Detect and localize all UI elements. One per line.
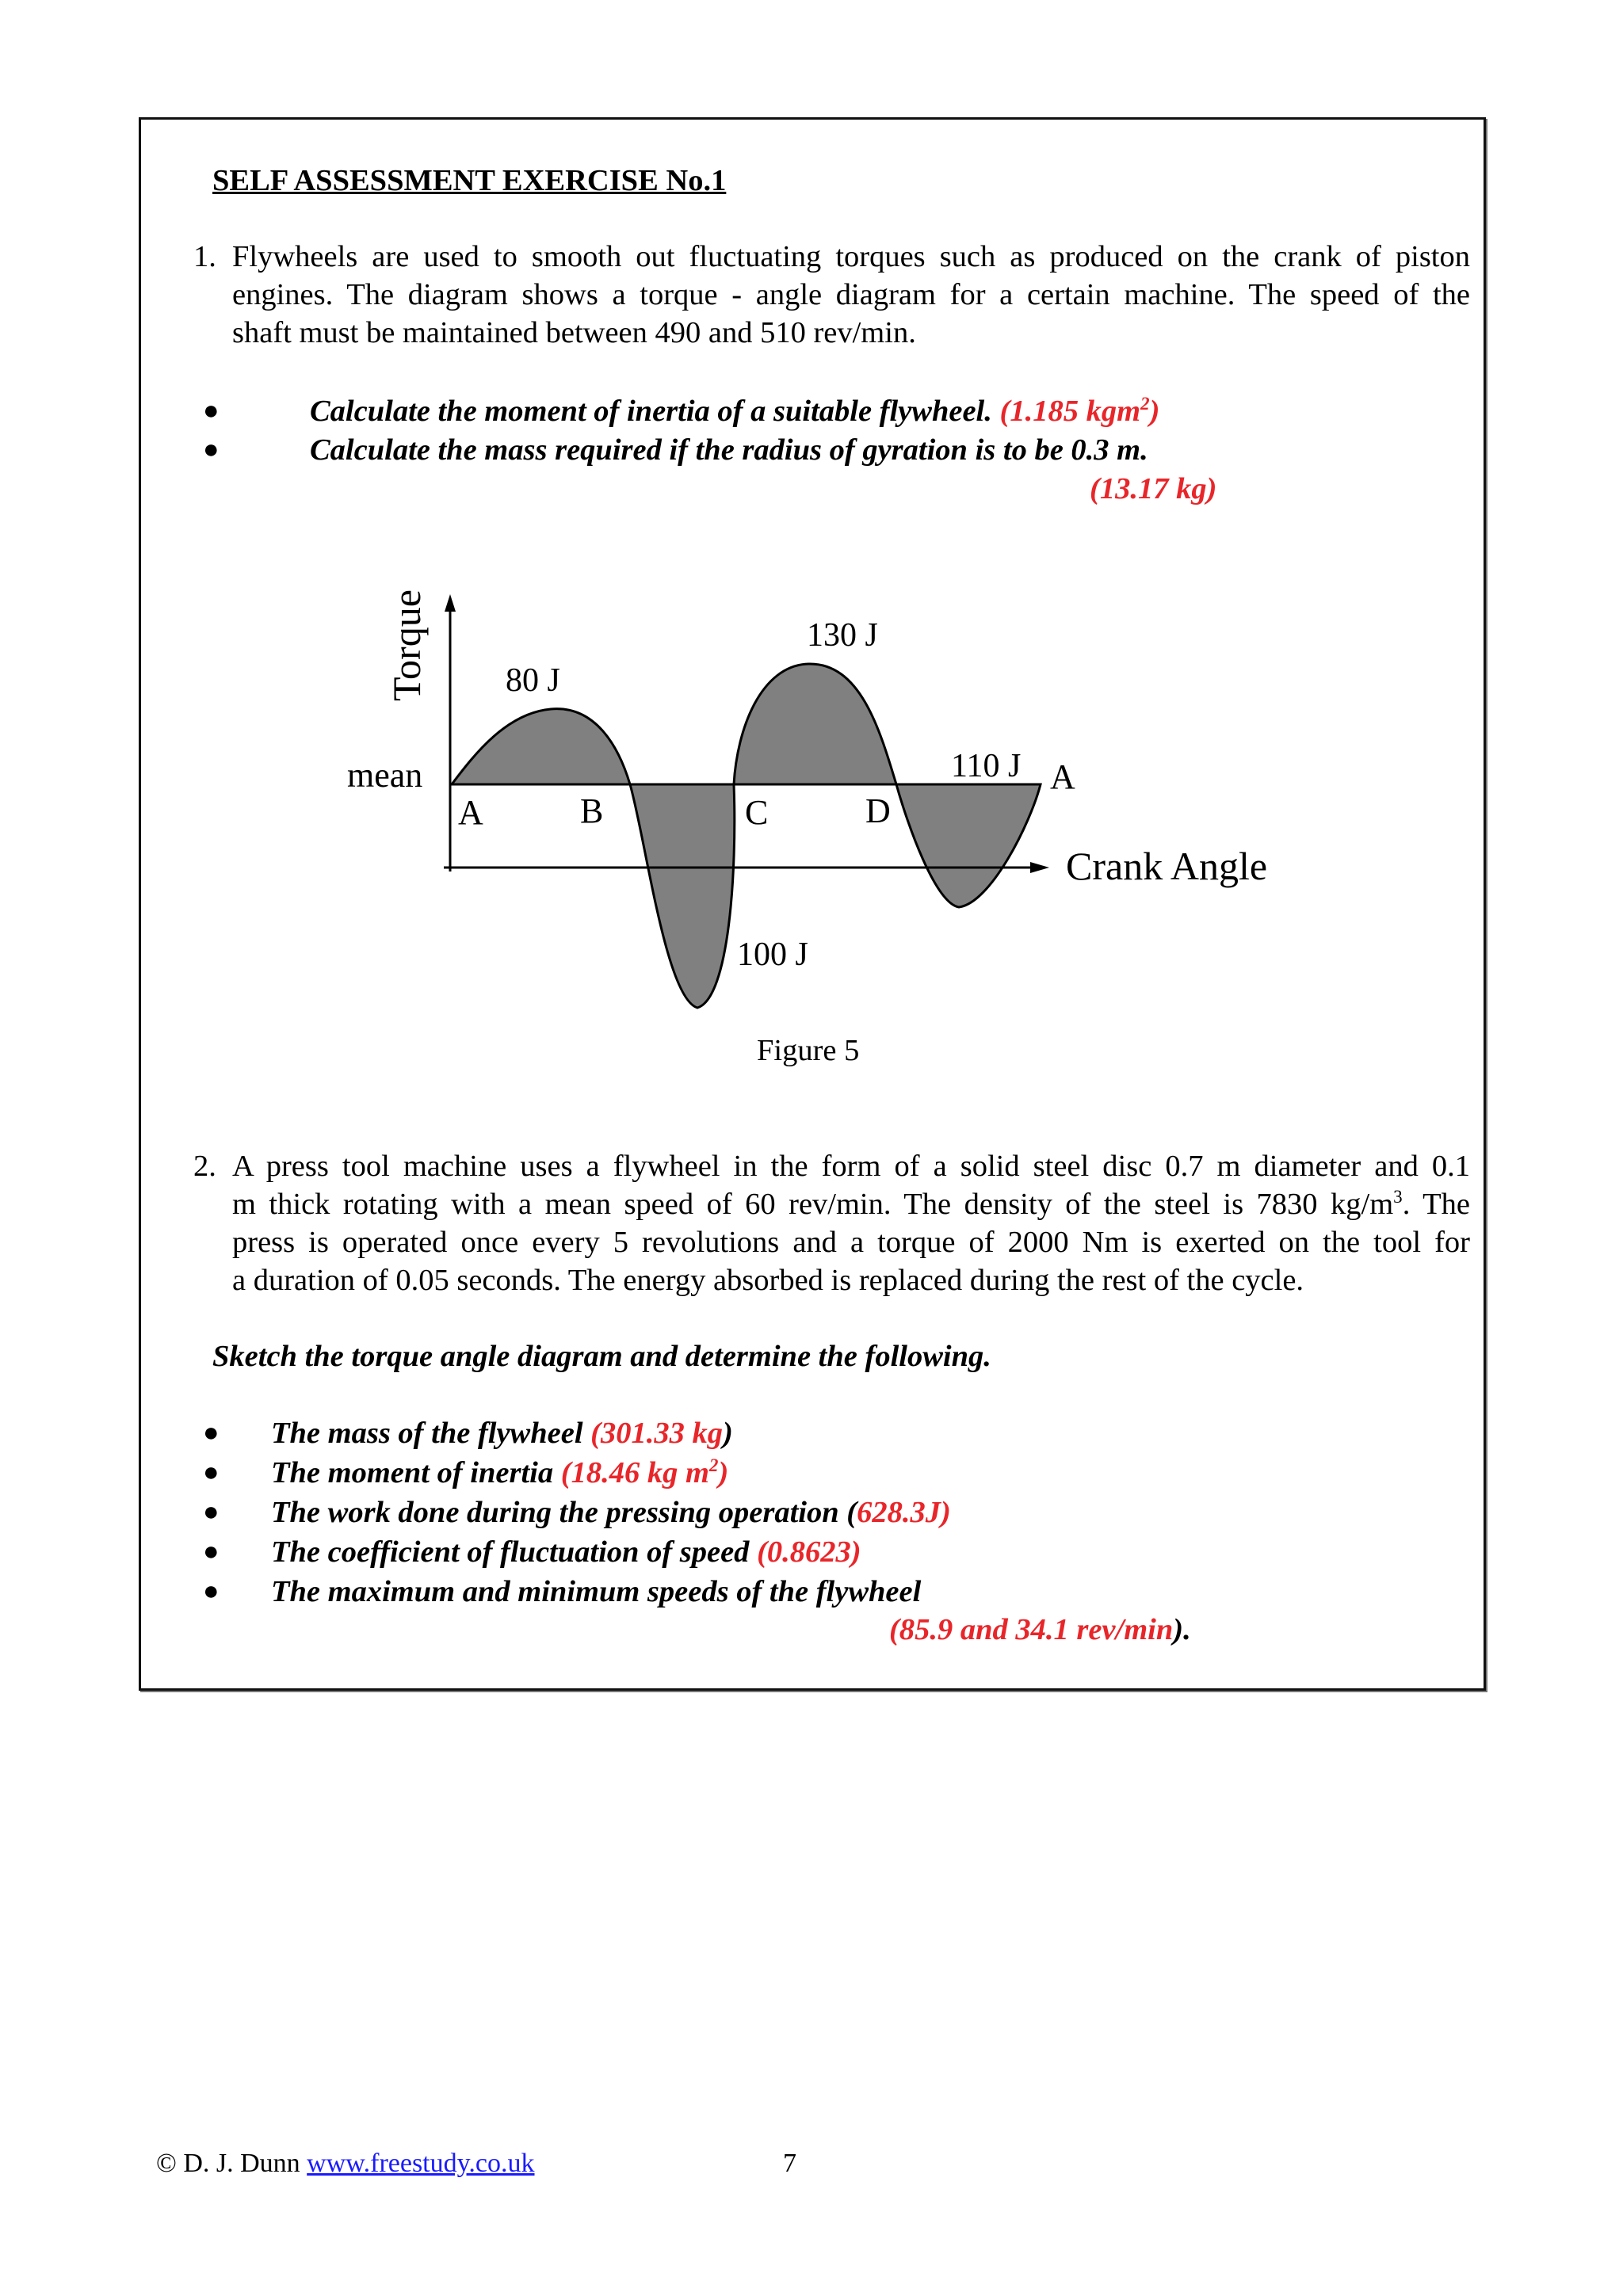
q2-bullet-2-answer: (18.46 kg $m^2$) xyxy=(560,1455,729,1489)
q1-bullet-2: Calculate the mass required if the radius of gyration is to be 0.3 m. xyxy=(310,433,1148,467)
point-a-start: A xyxy=(458,793,483,832)
q1-bullet-2-answer: (13.17 kg) xyxy=(1090,472,1217,505)
area-label-110j: 110 J xyxy=(951,748,1022,784)
bullet-icon: ● xyxy=(203,1577,220,1606)
q1-bullet-1-text: Calculate the moment of inertia of a suitable flywheel. xyxy=(310,395,992,428)
area-label-130j: 130 J xyxy=(807,617,878,654)
point-c: C xyxy=(745,793,769,832)
q1-bullet-1-answer: (1.185 kgm$^2$) xyxy=(999,393,1160,428)
bullet-icon: ● xyxy=(203,1497,220,1527)
q2-bullet-5: The maximum and minimum speeds of the flywheel xyxy=(271,1575,922,1608)
q2-line-1: A press tool machine uses a flywheel in the form of a solid steel disc 0.7 m diameter and 0.1 xyxy=(232,1150,1470,1183)
bullet-icon: ● xyxy=(203,396,220,425)
q2-bullet-3: The work done during the pressing operation (628.3J) xyxy=(271,1496,951,1529)
q2-line-3: press is operated once every 5 revolutions and a torque of 2000 Nm is exerted on the tool for xyxy=(232,1226,1470,1259)
q2-paragraph xyxy=(232,1147,1470,1299)
q2-bullet-4: The coefficient of fluctuation of speed (0.8623) xyxy=(271,1535,861,1569)
q2-line-4: a duration of 0.05 seconds. The energy absorbed is replaced during the rest of the cycle. xyxy=(232,1264,1304,1297)
footer-copyright: © D. J. Dunn www.freestudy.co.uk xyxy=(156,2149,535,2178)
point-d: D xyxy=(865,791,891,830)
q1-bullet-1 xyxy=(310,392,1159,430)
q2-line-2: m thick rotating with a mean speed of 60 rev/min. The density of the steel is 7830 $kg/m^3$. The xyxy=(232,1186,1470,1221)
q2-bullet-2: The moment of inertia (18.46 kg $m^2$) xyxy=(271,1455,729,1489)
y-axis-label: Torque xyxy=(384,589,429,701)
bullet-icon: ● xyxy=(203,1418,220,1447)
q1-number: 1. xyxy=(193,240,216,273)
point-b: B xyxy=(580,791,604,830)
area-label-80j: 80 J xyxy=(506,662,560,699)
q1-line-2: engines. The diagram shows a torque - angle diagram for a certain machine. The speed of the xyxy=(232,278,1470,311)
bullet-icon: ● xyxy=(203,435,220,464)
q2-bullet-1-answer: (301.33 kg xyxy=(590,1417,723,1450)
figure-caption: Figure 5 xyxy=(757,1034,860,1067)
x-axis-label: Crank Angle xyxy=(1066,844,1268,888)
page-number: 7 xyxy=(783,2149,796,2178)
footer-link[interactable]: www.freestudy.co.uk xyxy=(307,2149,535,2178)
bullet-icon: ● xyxy=(203,1458,220,1487)
q2-bullet-4-answer: (0.8623) xyxy=(757,1535,861,1569)
mean-label: mean xyxy=(347,756,423,795)
q2-final-answer: (85.9 and 34.1 rev/min). xyxy=(889,1613,1191,1646)
q2-bullet-1: The mass of the flywheel (301.33 kg) xyxy=(271,1417,733,1450)
bullet-icon: ● xyxy=(203,1537,220,1566)
q2-bullet-3-answer: 628.3J) xyxy=(857,1496,951,1529)
torque-angle-diagram xyxy=(333,555,1323,1070)
q1-paragraph xyxy=(232,238,1470,352)
q1-line-3: shaft must be maintained between 490 and 510 rev/min. xyxy=(232,316,916,349)
area-label-100j: 100 J xyxy=(737,936,808,973)
q1-line-1: Flywheels are used to smooth out fluctuating torques such as produced on the crank of piston xyxy=(232,240,1470,273)
exercise-heading: SELF ASSESSMENT EXERCISE No.1 xyxy=(212,164,727,197)
point-a-end: A xyxy=(1050,757,1075,796)
q2-instruction: Sketch the torque angle diagram and determine the following. xyxy=(212,1340,991,1373)
q2-number: 2. xyxy=(193,1150,216,1183)
